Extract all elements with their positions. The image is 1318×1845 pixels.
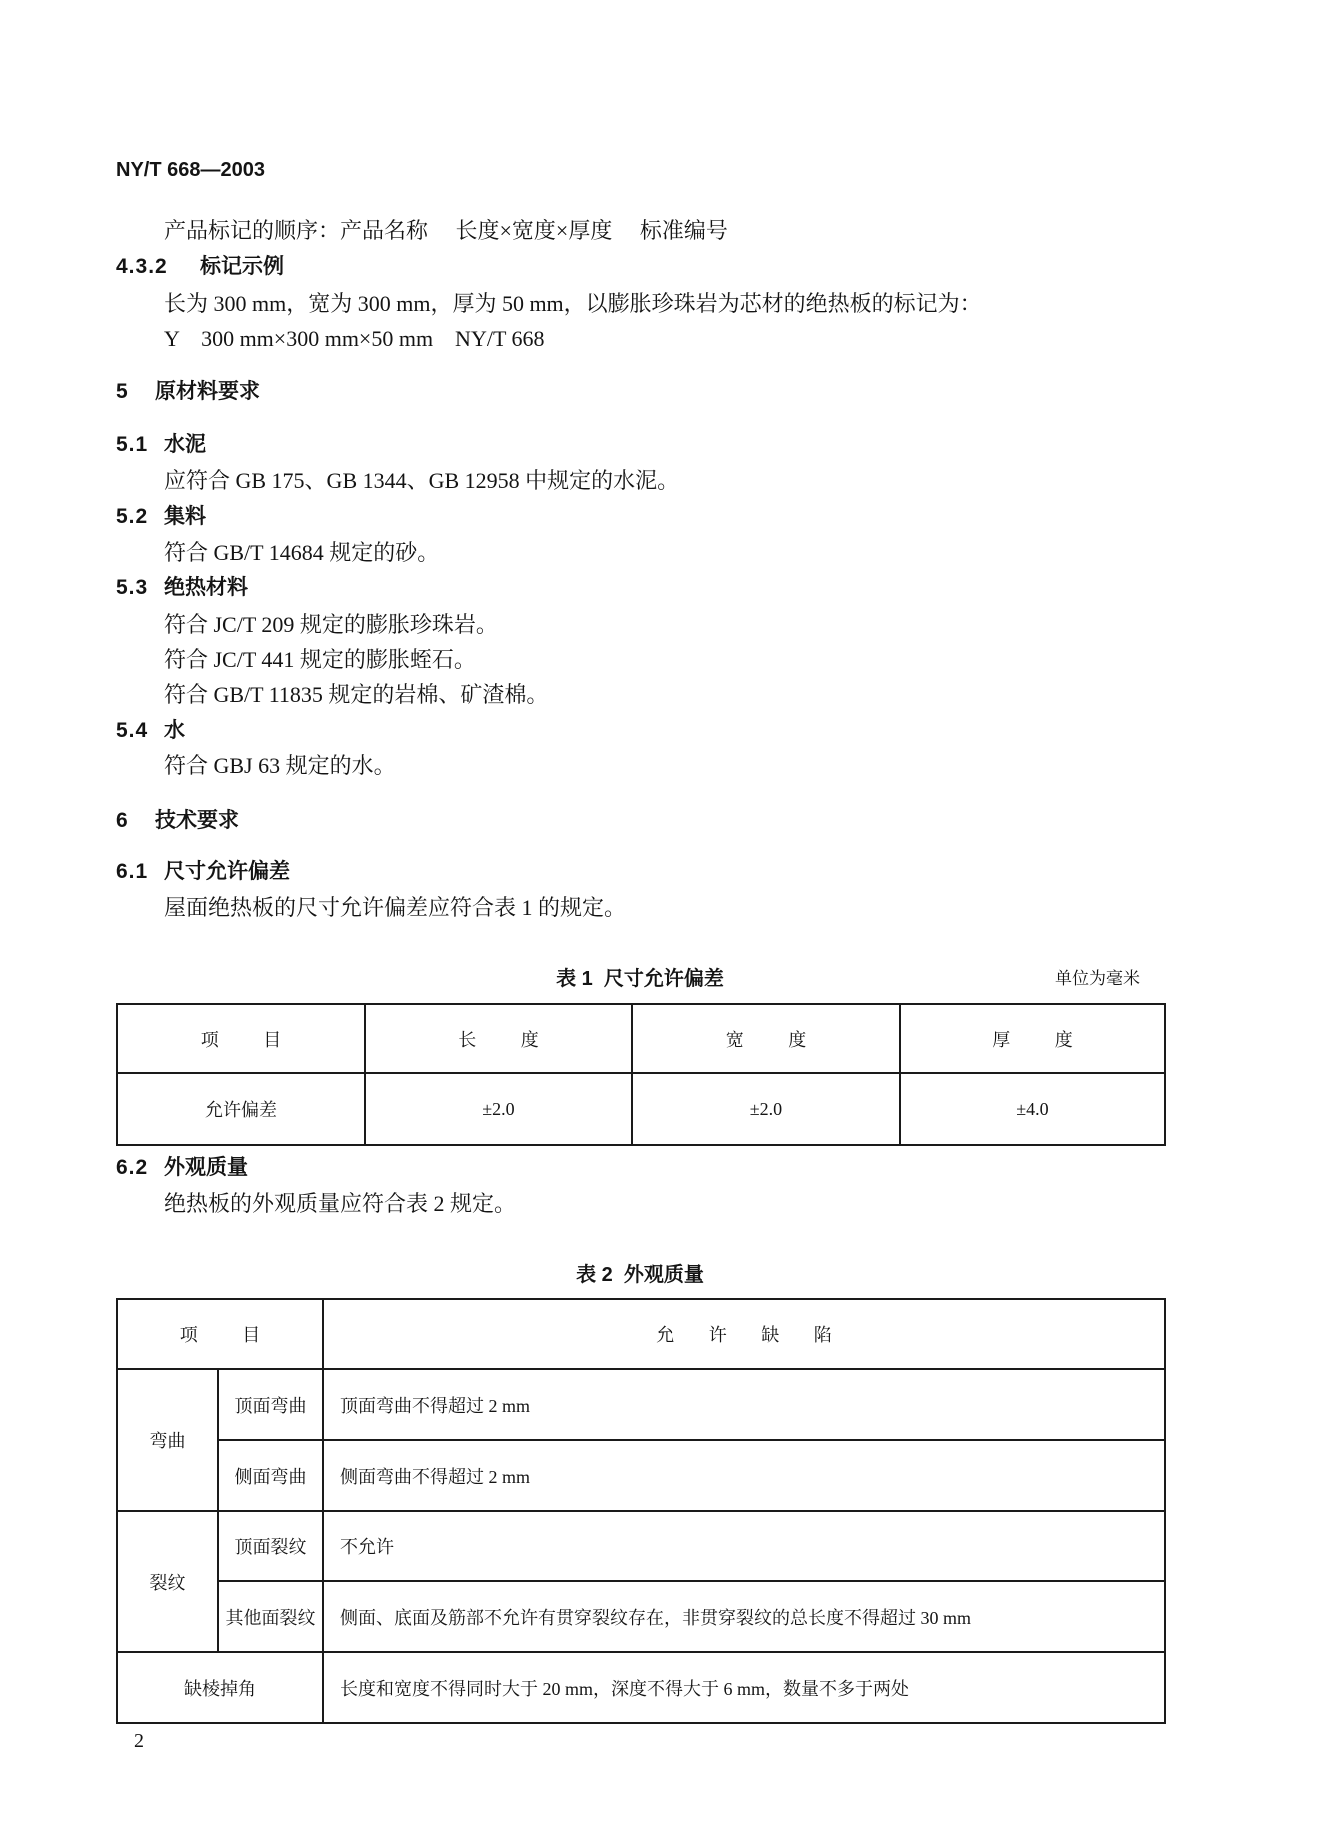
table2-header-row bbox=[117, 1299, 1165, 1369]
paragraph-6-2: 绝热板的外观质量应符合表 2 规定。 bbox=[164, 1191, 517, 1216]
section-number-5-3: 5.3 bbox=[116, 576, 149, 599]
table2-description: 侧面、底面及筋部不允许有贯穿裂纹存在，非贯穿裂纹的总长度不得超过 30 mm bbox=[323, 1581, 1165, 1652]
section-title-6-1: 尺寸允许偏差 bbox=[164, 860, 290, 883]
section-number-5-2: 5.2 bbox=[116, 505, 149, 528]
section-title-5-1: 水泥 bbox=[164, 433, 206, 456]
section-number-5-1: 5.1 bbox=[116, 433, 149, 456]
paragraph-6-1: 屋面绝热板的尺寸允许偏差应符合表 1 的规定。 bbox=[164, 895, 627, 920]
table2-sub-item: 其他面裂纹 bbox=[218, 1581, 323, 1652]
table2-sub-item: 顶面弯曲 bbox=[218, 1369, 323, 1440]
section-title-4-3-2: 标记示例 bbox=[200, 255, 284, 278]
section-number-4-3-2: 4.3.2 bbox=[116, 255, 168, 278]
marking-example-text: 长为 300 mm，宽为 300 mm，厚为 50 mm，以膨胀珍珠岩为芯材的绝热板的标记为： bbox=[164, 291, 982, 316]
section-title-5-4: 水 bbox=[164, 719, 185, 742]
table-row bbox=[117, 1652, 1165, 1723]
table2-sub-item: 侧面弯曲 bbox=[218, 1440, 323, 1511]
section-title-6: 技术要求 bbox=[155, 809, 239, 832]
page-number: 2 bbox=[134, 1730, 144, 1752]
table-row bbox=[117, 1440, 1165, 1511]
table2-sub-item: 顶面裂纹 bbox=[218, 1511, 323, 1581]
table1-unit-note: 单位为毫米 bbox=[1055, 969, 1140, 988]
section-number-6: 6 bbox=[116, 809, 129, 832]
paragraph-5-4: 符合 GBJ 63 规定的水。 bbox=[164, 753, 396, 778]
table2-category-edge-corner: 缺棱掉角 bbox=[117, 1652, 323, 1723]
table1-length-value: ±2.0 bbox=[365, 1073, 632, 1145]
table-row bbox=[117, 1511, 1165, 1581]
table-row bbox=[117, 1581, 1165, 1652]
table1-row-label: 允许偏差 bbox=[117, 1073, 365, 1145]
section-number-5-4: 5.4 bbox=[116, 719, 149, 742]
document-code: NY/T 668—2003 bbox=[116, 159, 265, 181]
paragraph-5-1: 应符合 GB 175、GB 1344、GB 12958 中规定的水泥。 bbox=[164, 468, 680, 493]
table2-description: 顶面弯曲不得超过 2 mm bbox=[323, 1369, 1165, 1440]
paragraph-5-3-line-1: 符合 JC/T 209 规定的膨胀珍珠岩。 bbox=[164, 612, 498, 637]
table1-header-row bbox=[117, 1004, 1165, 1073]
table-appearance-quality bbox=[116, 1298, 1166, 1724]
table-row bbox=[117, 1369, 1165, 1440]
section-title-5: 原材料要求 bbox=[155, 380, 260, 403]
table2-description: 不允许 bbox=[323, 1511, 1165, 1581]
marking-example-mark: Y 300 mm×300 mm×50 mm NY/T 668 bbox=[164, 326, 545, 351]
table1-thickness-value: ±4.0 bbox=[900, 1073, 1165, 1145]
paragraph-5-3-line-2: 符合 JC/T 441 规定的膨胀蛭石。 bbox=[164, 647, 476, 672]
section-number-6-2: 6.2 bbox=[116, 1156, 149, 1179]
table2-description: 侧面弯曲不得超过 2 mm bbox=[323, 1440, 1165, 1511]
section-number-5: 5 bbox=[116, 380, 129, 403]
table2-category-cracks: 裂纹 bbox=[117, 1511, 218, 1652]
table2-header-allowed: 允 许 缺 陷 bbox=[323, 1299, 1165, 1369]
paragraph-5-3-line-3: 符合 GB/T 11835 规定的岩棉、矿渣棉。 bbox=[164, 682, 549, 707]
table1-caption: 表 1 尺寸允许偏差 bbox=[556, 968, 724, 990]
table2-header-item: 项 目 bbox=[117, 1299, 323, 1369]
section-number-6-1: 6.1 bbox=[116, 860, 149, 883]
table-dimension-tolerance bbox=[116, 1003, 1166, 1146]
table1-header-length: 长 度 bbox=[365, 1004, 632, 1073]
table1-width-value: ±2.0 bbox=[632, 1073, 900, 1145]
section-title-5-3: 绝热材料 bbox=[164, 576, 248, 599]
table1-header-width: 宽 度 bbox=[632, 1004, 900, 1073]
table1-header-item: 项 目 bbox=[117, 1004, 365, 1073]
table1-row bbox=[117, 1073, 1165, 1145]
marking-order-text: 产品标记的顺序：产品名称 长度×宽度×厚度 标准编号 bbox=[164, 218, 728, 243]
section-title-6-2: 外观质量 bbox=[164, 1156, 248, 1179]
paragraph-5-2: 符合 GB/T 14684 规定的砂。 bbox=[164, 540, 440, 565]
table2-description: 长度和宽度不得同时大于 20 mm，深度不得大于 6 mm，数量不多于两处 bbox=[323, 1652, 1165, 1723]
section-title-5-2: 集料 bbox=[164, 505, 206, 528]
table1-header-thickness: 厚 度 bbox=[900, 1004, 1165, 1073]
table2-caption: 表 2 外观质量 bbox=[576, 1264, 704, 1286]
table2-category-bending: 弯曲 bbox=[117, 1369, 218, 1511]
